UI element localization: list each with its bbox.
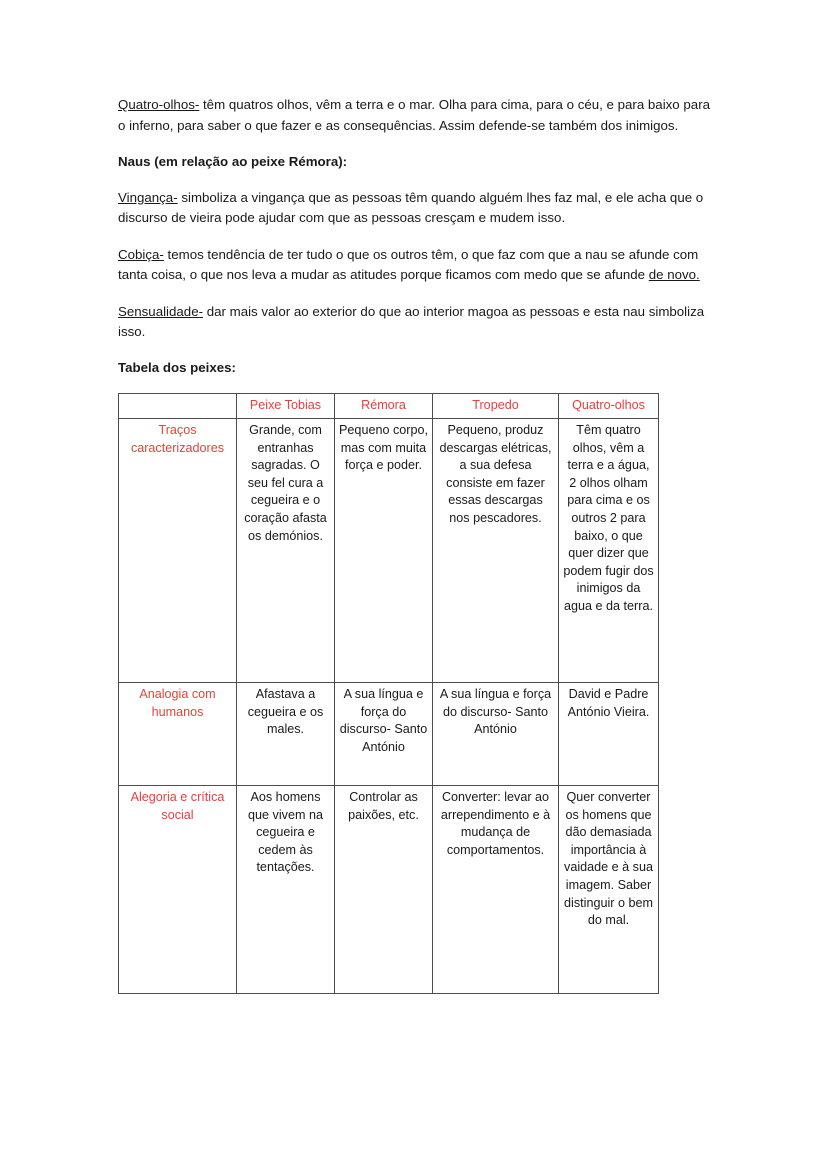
term-vinganca: Vingança- — [118, 189, 178, 205]
row-label-tracos-caracterizadores: Traços caracterizadores — [119, 419, 237, 683]
cell-alegoria-remora: Controlar as paixões, etc. — [335, 786, 433, 994]
paragraph-sensualidade — [118, 302, 710, 343]
cell-alegoria-peixe-tobias: Aos homens que vivem na cegueira e cedem às tentações. — [237, 786, 335, 994]
table-header-peixe-tobias: Peixe Tobias — [237, 394, 335, 419]
fish-table — [118, 393, 659, 994]
heading-naus: Naus (em relação ao peixe Rémora): — [118, 154, 348, 169]
paragraph-vinganca — [118, 188, 710, 229]
cell-tracos-tropedo: Pequeno, produz descargas elétricas, a sua defesa consiste em fazer essas descargas nos pescadores. — [433, 419, 559, 683]
fish-table-container — [118, 393, 710, 994]
cell-tracos-remora: Pequeno corpo, mas com muita força e poder. — [335, 419, 433, 683]
paragraph-cobica-text: temos tendência de ter tudo o que os outros têm, o que faz com que a nau se afunde com tanta coisa, o que nos leva a mudar as atitudes porque ficamos com medo que se afunde — [118, 246, 699, 282]
table-row — [119, 419, 659, 683]
table-header-tropedo: Tropedo — [433, 394, 559, 419]
cell-alegoria-tropedo: Converter: levar ao arrependimento e à mudança de comportamentos. — [433, 786, 559, 994]
paragraph-quatro-olhos-text: têm quatros olhos, vêm a terra e o mar. Olha para cima, para o céu, e para baixo para o inferno, para saber o que fazer e as consequências. Assim defende-se também dos inimigos. — [118, 97, 711, 133]
document-body — [118, 95, 710, 994]
table-header-remora: Rémora — [335, 394, 433, 419]
cell-analogia-tropedo: A sua língua e força do discurso- Santo António — [433, 683, 559, 786]
paragraph-sensualidade-text: dar mais valor ao exterior do que ao interior magoa as pessoas e esta nau simboliza isso. — [118, 303, 705, 339]
paragraph-vinganca-text: simboliza a vingança que as pessoas têm quando alguém lhes faz mal, e ele acha que o discurso de vieira pode ajudar com que as pessoas cresçam e mudem isso. — [118, 189, 704, 225]
table-header-row — [119, 394, 659, 419]
row-label-alegoria-e-critica-social: Alegoria e crítica social — [119, 786, 237, 994]
table-header-corner — [119, 394, 237, 419]
cell-analogia-peixe-tobias: Afastava a cegueira e os males. — [237, 683, 335, 786]
term-sensualidade: Sensualidade- — [118, 303, 204, 319]
paragraph-quatro-olhos — [118, 95, 710, 136]
paragraph-cobica-tail: de novo. — [648, 267, 700, 282]
term-quatro-olhos: Quatro-olhos- — [118, 97, 200, 112]
row-label-analogia-com-humanos: Analogia com humanos — [119, 683, 237, 786]
cell-alegoria-quatro-olhos: Quer converter os homens que dão demasiada importância à vaidade e à sua imagem. Saber distinguir o bem do mal. — [559, 786, 659, 994]
term-cobica: Cobiça- — [118, 246, 164, 262]
cell-tracos-quatro-olhos: Têm quatro olhos, vêm a terra e a água, 2 olhos olham para cima e os outros 2 para baixo, o que quer dizer que podem fugir dos inimigos da agua e da terra. — [559, 419, 659, 683]
cell-analogia-quatro-olhos: David e Padre António Vieira. — [559, 683, 659, 786]
table-row — [119, 683, 659, 786]
cell-tracos-peixe-tobias: Grande, com entranhas sagradas. O seu fel cura a cegueira e o coração afasta os demónios. — [237, 419, 335, 683]
heading-tabela-dos-peixes: Tabela dos peixes: — [118, 359, 236, 375]
table-header-quatro-olhos: Quatro-olhos — [559, 394, 659, 419]
cell-analogia-remora: A sua língua e força do discurso- Santo António — [335, 683, 433, 786]
paragraph-cobica — [118, 245, 710, 286]
table-row — [119, 786, 659, 994]
